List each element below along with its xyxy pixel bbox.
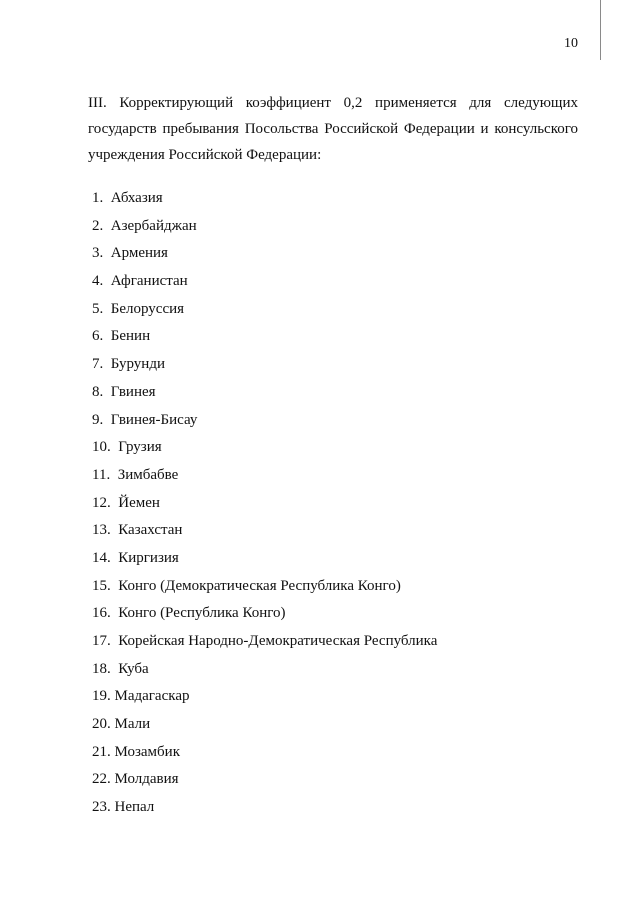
country-name: Белоруссия: [110, 300, 185, 317]
list-item-number: 12.: [92, 494, 111, 511]
list-item-number: 2.: [92, 217, 104, 234]
country-list-item: [92, 628, 572, 656]
list-item-number: 22.: [92, 771, 111, 788]
list-item-number: 23.: [92, 799, 111, 816]
country-name: Афганистан: [110, 273, 188, 290]
country-list-item: [92, 573, 572, 601]
country-name: Киргизия: [118, 549, 179, 566]
country-name: Куба: [118, 660, 149, 677]
country-name: Гвинея: [110, 383, 156, 400]
country-name: Непал: [114, 799, 155, 816]
list-item-number: 6.: [92, 328, 104, 345]
country-name: Бенин: [110, 328, 151, 345]
country-list-item: [92, 379, 572, 407]
country-list-item: [92, 185, 572, 213]
country-list-item: [92, 434, 572, 462]
list-item-number: 8.: [92, 383, 104, 400]
list-item-number: 21.: [92, 743, 111, 760]
country-list-item: [92, 766, 572, 794]
list-item-number: 5.: [92, 300, 104, 317]
country-list-item: [92, 268, 572, 296]
country-name: Конго (Республика Конго): [118, 605, 286, 622]
country-list-item: [92, 490, 572, 518]
country-name: Абхазия: [110, 190, 163, 206]
country-name: Бурунди: [110, 356, 165, 373]
country-list-item: [92, 683, 572, 711]
country-list-item: [92, 739, 572, 767]
country-name: Мадагаскар: [114, 688, 190, 705]
country-list-item: [92, 545, 572, 573]
list-item-number: 15.: [92, 577, 111, 594]
country-list-item: [92, 656, 572, 684]
country-list-item: [92, 351, 572, 379]
list-item-number: 10.: [92, 439, 111, 456]
list-item-number: 4.: [92, 273, 104, 290]
list-item-number: 14.: [92, 549, 111, 566]
country-list-item: [92, 794, 572, 822]
country-list-item: [92, 462, 572, 490]
list-item-number: 11.: [92, 466, 111, 483]
country-name: Конго (Демократическая Республика Конго): [118, 577, 401, 594]
list-item-number: 17.: [92, 633, 111, 649]
country-name: Казахстан: [118, 522, 183, 539]
country-name: Молдавия: [114, 771, 179, 788]
country-name: Гвинея-Бисау: [110, 411, 198, 428]
list-item-number: 1.: [92, 190, 104, 206]
country-list-item: [92, 296, 572, 324]
country-list-item: [92, 407, 572, 435]
list-item-number: 19.: [92, 688, 111, 705]
country-name: Йемен: [118, 494, 160, 511]
country-name: Корейская Народно-Демократическая Республика: [118, 633, 438, 649]
country-list-item: [92, 213, 572, 241]
country-list-item: [92, 240, 572, 268]
country-list-item: [92, 517, 572, 545]
list-item-number: 16.: [92, 605, 111, 622]
list-item-number: 18.: [92, 660, 111, 677]
list-item-number: 9.: [92, 411, 104, 428]
country-list-item: [92, 323, 572, 351]
country-name: Мозамбик: [114, 743, 180, 760]
scan-edge-line: [600, 0, 601, 60]
country-name: Армения: [110, 245, 168, 262]
country-name: Зимбабве: [117, 466, 179, 483]
list-item-number: 3.: [92, 245, 104, 262]
list-item-number: 20.: [92, 716, 111, 733]
country-list: [92, 185, 572, 822]
section-intro-paragraph: III. Корректирующий коэффициент 0,2 применяется для следующих государств пребывания Посольства Российской Федерации и консульского учреждения Российской Федерации:: [88, 95, 578, 163]
country-name: Мали: [114, 716, 151, 733]
list-item-number: 7.: [92, 356, 104, 373]
country-list-item: [92, 600, 572, 628]
list-item-number: 13.: [92, 522, 111, 539]
country-list-item: [92, 711, 572, 739]
page-number: 10: [564, 36, 578, 51]
country-name: Азербайджан: [110, 217, 197, 234]
country-name: Грузия: [118, 439, 162, 456]
